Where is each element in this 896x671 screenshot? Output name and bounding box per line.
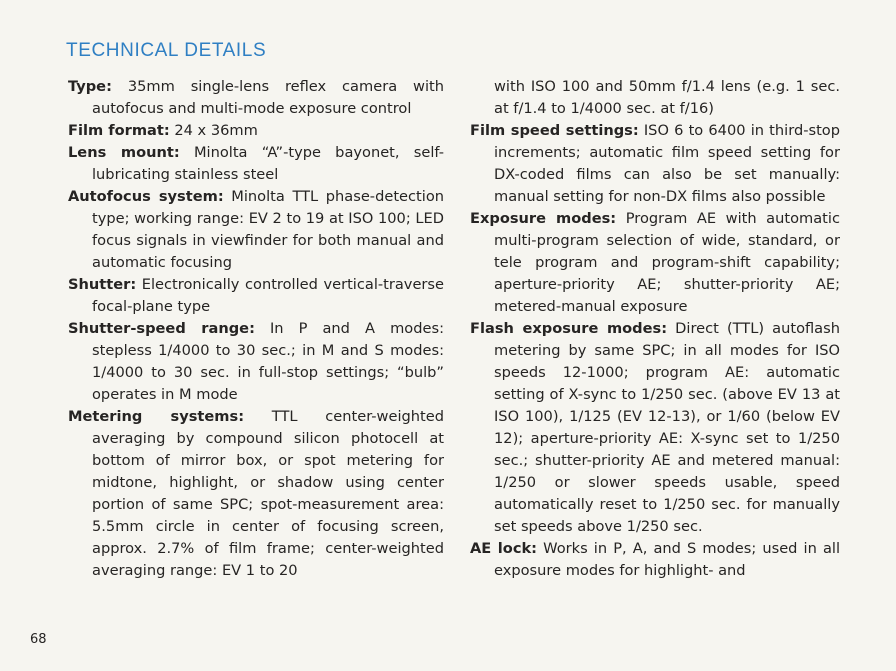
spec-metering-continuation: with ISO 100 and 50mm f/1.4 lens (e.g. 1 sec. at f/1.4 to 1/4000 sec. at f/16)	[494, 78, 840, 117]
spec-term: Film format:	[68, 122, 170, 139]
spec-ae-lock	[470, 538, 840, 582]
spec-lens-mount	[68, 142, 444, 186]
spec-film-speed-settings	[470, 120, 840, 208]
spec-text: Electronically controlled vertical-traverse focal-plane type	[92, 276, 445, 315]
spec-flash-exposure-modes	[470, 318, 840, 538]
spec-text: In P and A modes: stepless 1/4000 to 30 sec.; in M and S modes: 1/4000 to 30 sec. in full-stop settings; “bulb” operates in M mode	[92, 320, 444, 403]
page-heading: TECHNICAL DETAILS	[66, 40, 267, 61]
spec-autofocus-system	[68, 186, 444, 274]
spec-term: Lens mount:	[68, 144, 180, 161]
spec-film-format	[68, 120, 444, 142]
spec-exposure-modes	[470, 208, 840, 318]
left-column	[68, 76, 444, 582]
right-column	[470, 76, 840, 582]
spec-shutter	[68, 274, 444, 318]
spec-term: Shutter:	[68, 276, 137, 293]
spec-term: Flash exposure modes:	[470, 320, 668, 337]
spec-text: Direct (TTL) autoflash metering by same SPC; in all modes for ISO speeds 12-1000; program AE: automatic setting of X-sync to 1/250 sec. (above EV 13 at ISO 100), 1/125 (EV 12-13), or 1/60 (below EV 12); aperture-priority AE: X-sync set to 1/250 sec.; shutter-priority AE and metered manual: 1/250 or slower speeds usable, speed automatically reset to 1/250 sec. for manually set speeds above 1/250 sec.	[494, 320, 840, 535]
page-number: 68	[30, 632, 47, 647]
spec-text: ISO 6 to 6400 in third-stop increments; automatic film speed setting for DX-coded films can also be set manually: manual setting for non-DX films also possible	[494, 122, 840, 205]
spec-type	[68, 76, 444, 120]
spec-term: Autofocus system:	[68, 188, 224, 205]
spec-text: Minolta TTL phase-detection type; working range: EV 2 to 19 at ISO 100; LED focus signals in viewfinder for both manual and automatic focusing	[92, 188, 444, 271]
spec-metering-systems	[68, 406, 444, 582]
spec-term: Shutter-speed range:	[68, 320, 255, 337]
spec-text: Works in P, A, and S modes; used in all exposure modes for highlight- and	[494, 540, 840, 579]
spec-text: Program AE with automatic multi-program selection of wide, standard, or tele program and program-shift capability; aperture-priority AE; shutter-priority AE; metered-manual exposure	[494, 210, 840, 315]
spec-term: AE lock:	[470, 540, 538, 557]
spec-text: Minolta “A”-type bayonet, self-lubricating stainless steel	[92, 144, 444, 183]
spec-term: Type:	[68, 78, 112, 95]
spec-text: 35mm single-lens reflex camera with autofocus and multi-mode exposure control	[92, 78, 444, 117]
spec-term: Metering systems:	[68, 408, 245, 425]
spec-text: 24 x 36mm	[174, 122, 258, 139]
spec-shutter-speed-range	[68, 318, 444, 406]
spec-term: Exposure modes:	[470, 210, 617, 227]
spec-term: Film speed settings:	[470, 122, 639, 139]
spec-text: TTL center-weighted averaging by compound silicon photocell at bottom of mirror box, or spot metering for midtone, highlight, or shadow using center portion of same SPC; spot-measurement area: 5.5mm circle in center of focusing screen, approx. 2.7% of film frame; center-weighted averaging range: EV 1 to 20	[92, 408, 444, 579]
